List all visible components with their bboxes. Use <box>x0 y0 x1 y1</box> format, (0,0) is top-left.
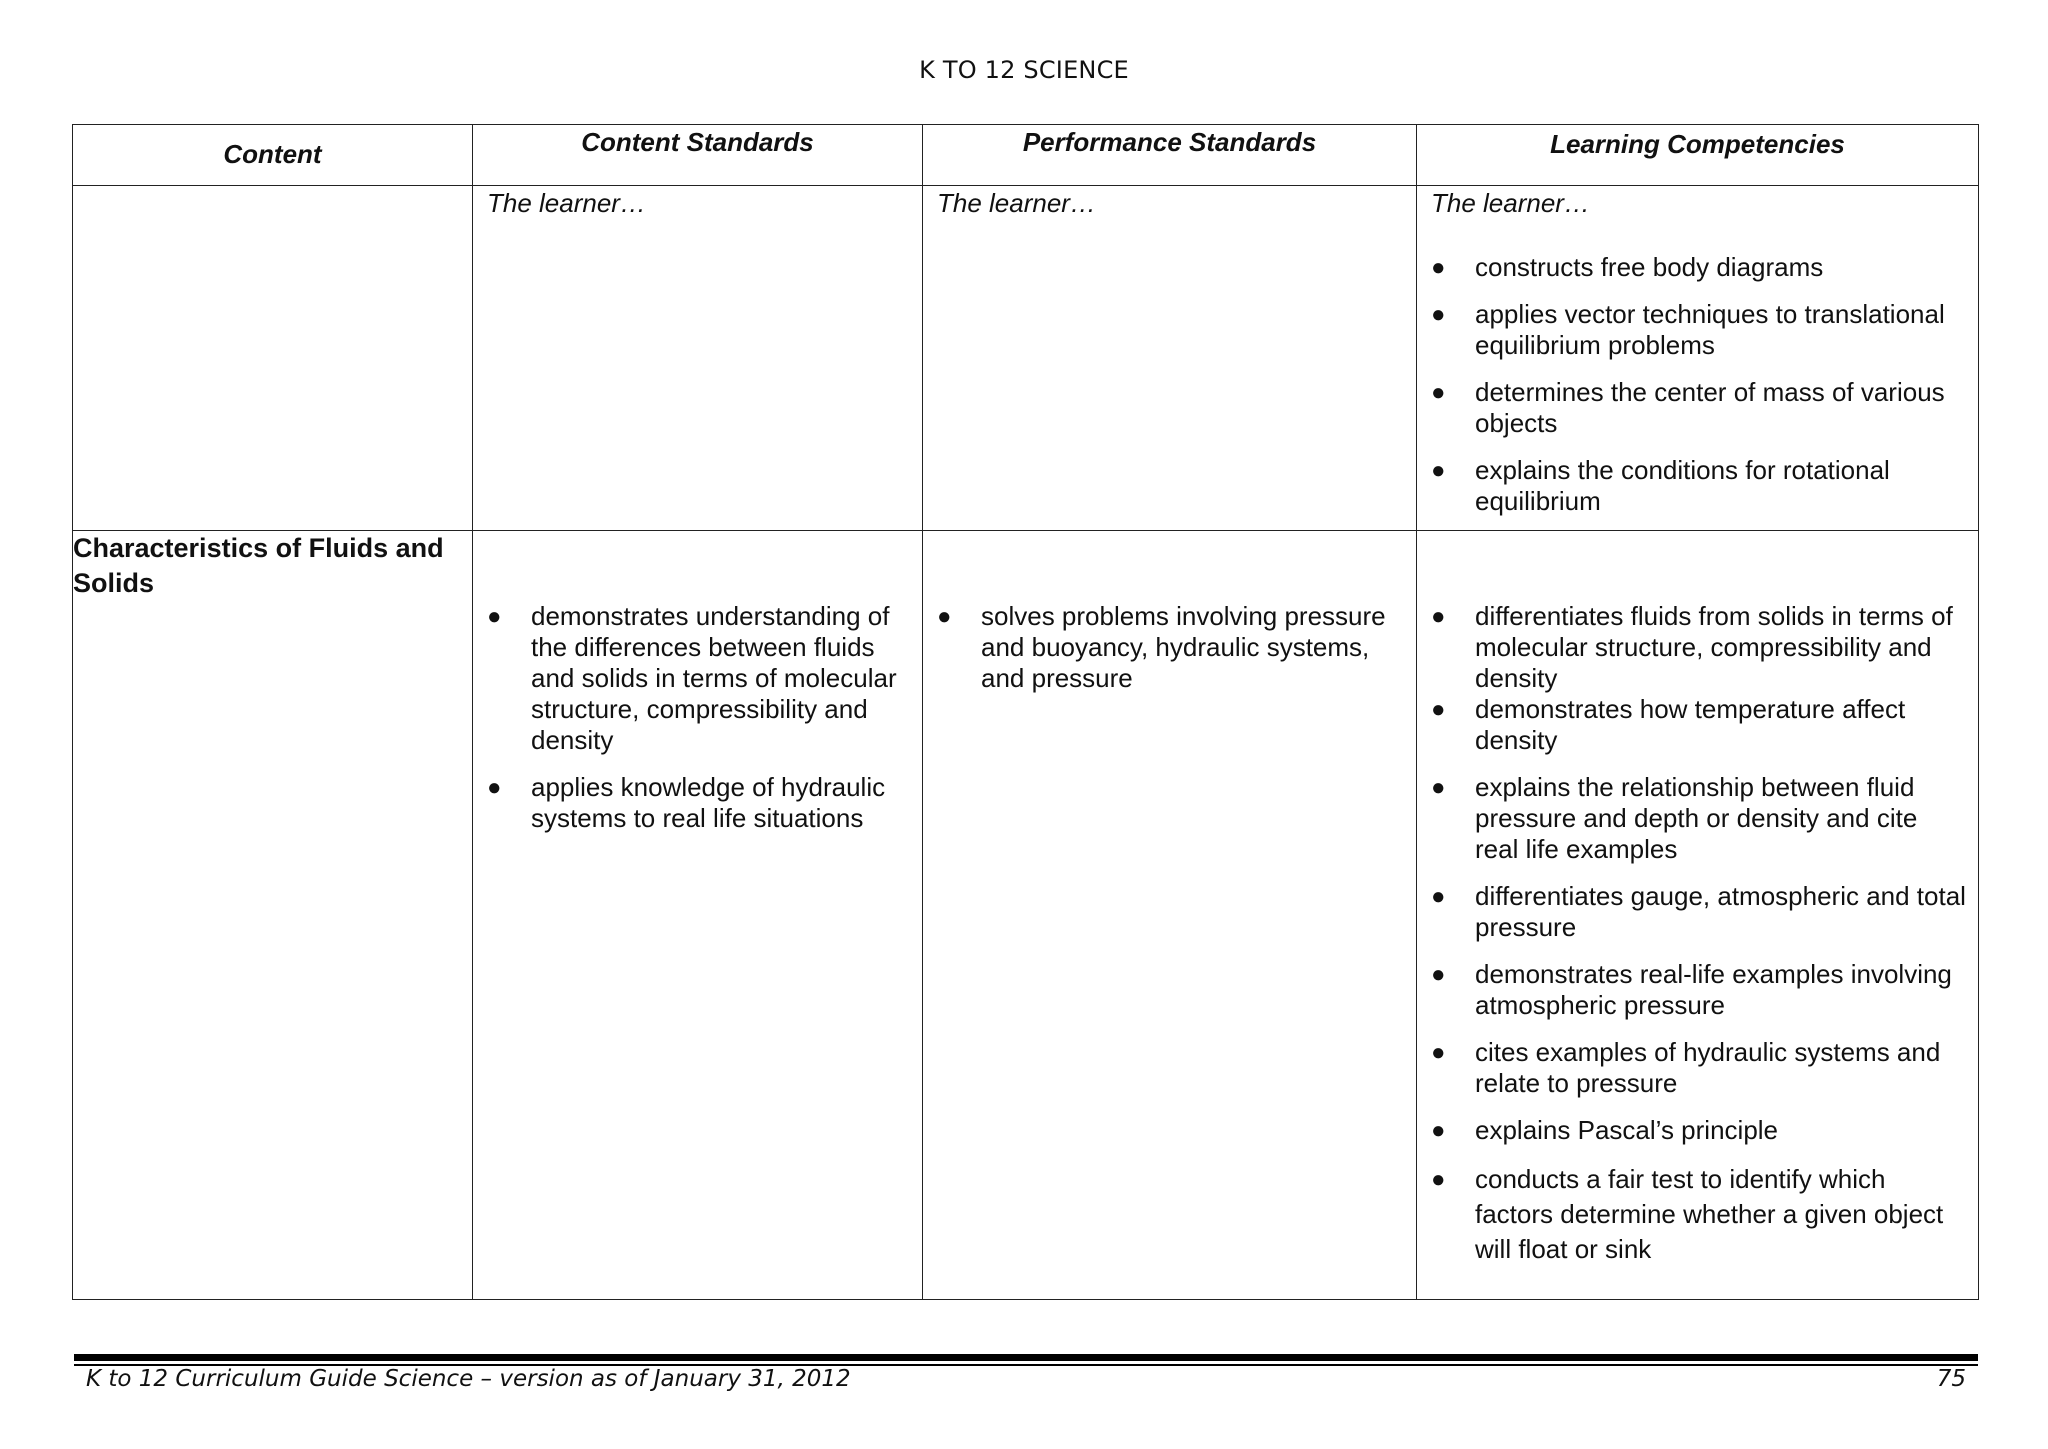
performance-list <box>923 531 1416 694</box>
competency-list <box>1417 218 1978 517</box>
content-standards-cell <box>473 531 923 1300</box>
learning-competencies-cell <box>1417 186 1979 531</box>
list-item <box>1427 299 1966 361</box>
bullet-icon: ● <box>1431 961 1446 988</box>
list-item-text: applies vector techniques to translational equilibrium problems <box>1475 299 1945 360</box>
bullet-icon: ● <box>487 603 502 630</box>
bullet-icon: ● <box>1431 1117 1446 1144</box>
learner-intro: The learner… <box>937 188 1096 218</box>
list-item-text: cites examples of hydraulic systems and relate to pressure <box>1475 1037 1941 1098</box>
bullet-icon: ● <box>487 774 502 801</box>
list-item <box>1427 377 1966 439</box>
list-item <box>1427 601 1966 694</box>
bullet-icon: ● <box>1431 696 1446 723</box>
bullet-icon: ● <box>1431 254 1446 281</box>
list-item <box>1427 881 1966 943</box>
page-header: K TO 12 SCIENCE <box>919 56 1129 84</box>
bullet-icon: ● <box>1431 457 1446 484</box>
bullet-icon: ● <box>1431 774 1446 801</box>
performance-standards-cell <box>923 531 1417 1300</box>
list-item <box>483 601 910 756</box>
list-item <box>1427 772 1966 865</box>
list-item <box>483 772 910 834</box>
list-item <box>1427 1037 1966 1099</box>
bullet-icon: ● <box>937 603 952 630</box>
table-header-row <box>73 125 1979 186</box>
list-item-text: applies knowledge of hydraulic systems to real life situations <box>531 772 886 833</box>
content-cell <box>73 186 473 531</box>
list-item-text: demonstrates real-life examples involving atmospheric pressure <box>1475 959 1952 1020</box>
bullet-icon: ● <box>1431 883 1446 910</box>
learner-intro: The learner… <box>487 188 646 218</box>
list-item-text: determines the center of mass of various objects <box>1475 377 1945 438</box>
bullet-icon: ● <box>1431 603 1446 630</box>
performance-standards-cell <box>923 186 1417 531</box>
list-item <box>1427 1162 1966 1267</box>
content-standards-cell <box>473 186 923 531</box>
list-item <box>1427 252 1966 283</box>
list-item-text: differentiates fluids from solids in terms of molecular structure, compressibility and density <box>1475 601 1953 693</box>
footer-rule <box>74 1354 1978 1361</box>
list-item-text: differentiates gauge, atmospheric and total pressure <box>1475 881 1966 942</box>
learner-intro: The learner… <box>1431 188 1590 218</box>
header-performance-standards <box>923 125 1417 186</box>
learning-competencies-cell <box>1417 531 1979 1300</box>
table-row <box>73 186 1979 531</box>
bullet-icon: ● <box>1431 379 1446 406</box>
table-row <box>73 531 1979 1300</box>
curriculum-table <box>72 124 1979 1300</box>
list-item-text: demonstrates how temperature affect density <box>1475 694 1906 755</box>
list-item-text: explains Pascal’s principle <box>1475 1115 1779 1145</box>
standards-list <box>473 531 922 834</box>
list-item-text: constructs free body diagrams <box>1475 252 1824 282</box>
list-item <box>1427 694 1966 756</box>
page-number: 75 <box>1936 1366 1966 1392</box>
list-item-text: solves problems involving pressure and buoyancy, hydraulic systems, and pressure <box>981 601 1386 693</box>
header-learning-competencies <box>1417 125 1979 186</box>
list-item-text: conducts a fair test to identify which factors determine whether a given object will float or sink <box>1475 1164 1944 1264</box>
list-item-text: explains the conditions for rotational equilibrium <box>1475 455 1890 516</box>
header-learning-competencies-label: Learning Competencies <box>1550 129 1845 159</box>
content-cell: Characteristics of Fluids and Solids <box>73 531 473 1300</box>
header-content-standards-label: Content Standards <box>581 127 814 157</box>
bullet-icon: ● <box>1431 1166 1446 1193</box>
header-content-standards <box>473 125 923 186</box>
list-item <box>1427 959 1966 1021</box>
header-content <box>73 125 473 186</box>
list-item <box>1427 1115 1966 1146</box>
list-item-text: demonstrates understanding of the differences between fluids and solids in terms of molecular structure, compressibility and density <box>531 601 897 755</box>
competency-list <box>1417 531 1978 1267</box>
footer-document-title: K to 12 Curriculum Guide Science – version as of January 31, 2012 <box>86 1366 851 1392</box>
bullet-icon: ● <box>1431 1039 1446 1066</box>
list-item <box>1427 455 1966 517</box>
header-performance-standards-label: Performance Standards <box>1022 127 1317 157</box>
header-content-label: Content <box>223 139 322 169</box>
list-item <box>933 601 1404 694</box>
bullet-icon: ● <box>1431 301 1446 328</box>
list-item-text: explains the relationship between fluid pressure and depth or density and cite real life examples <box>1475 772 1918 864</box>
